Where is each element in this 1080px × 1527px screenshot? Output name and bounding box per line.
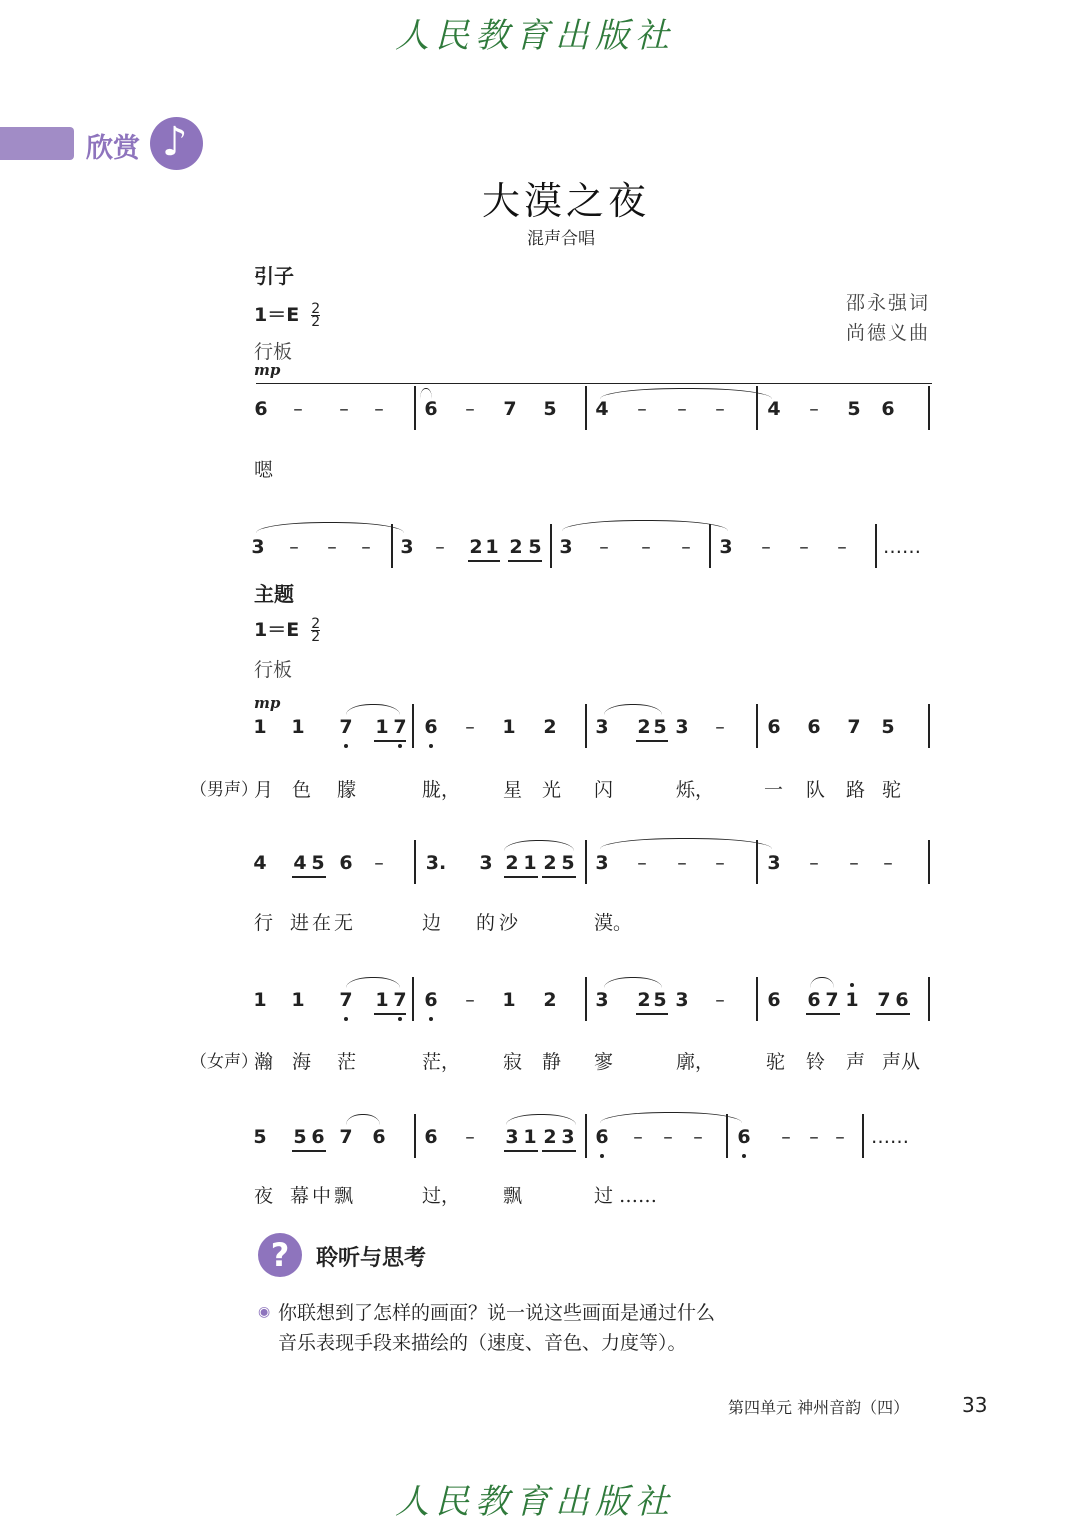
lyric-line-1-2: 朦 (337, 779, 357, 801)
lyric-line-3-7: 廓， (676, 1051, 715, 1073)
lyric-line-1-1: 色 (292, 779, 312, 801)
intro-staff-2: 3 – – – 3 – 2 1 2 5 3 – – – 3 – – – …… (254, 534, 934, 574)
publisher-logo-bottom: 人民教育出版社 (395, 1482, 675, 1522)
page-number: 33 (962, 1393, 988, 1417)
lyric-line-3-9: 铃 (806, 1051, 826, 1073)
lyric-line-1-0: 月 (254, 779, 274, 801)
theme-staff-2: 4 4 5 6 – 3. 3 2 1 2 5 3 – – – 3 – – – (254, 850, 934, 890)
lyric-line-1-8: 一 (764, 779, 784, 801)
theme-tempo: 行板 (254, 659, 293, 681)
lyric-line-3-3: 茫， (422, 1051, 461, 1073)
lyric-line-2-1: 进在无 (290, 912, 357, 934)
lyric-line-3-2: 茫 (337, 1051, 357, 1073)
lyric-line-2-2: 边 (422, 912, 442, 934)
intro-dynamic: mp (254, 361, 281, 379)
lyric-line-1-5: 光 (542, 779, 562, 801)
theme-staff-1: 1 1 7 1 7 6 – 1 2 3 2 5 3 – 6 6 7 5 (254, 714, 934, 754)
theme-staff-4: 5 5 6 7 6 6 – 3 1 2 3 6 – – – 6 – – – …… (254, 1124, 934, 1164)
lyric-line-3-1: 海 (292, 1051, 312, 1073)
lyric-line-3-0: 瀚 (254, 1051, 274, 1073)
lyric-line-1-6: 闪 (594, 779, 614, 801)
intro-time-signature: $\frac{2}{2}$ (311, 301, 321, 330)
lyric-line-4-4: 过 …… (594, 1185, 658, 1207)
lyric-line-4-1: 幕中飘 (290, 1185, 357, 1207)
theme-dynamic: mp (254, 694, 281, 712)
publisher-logo-top: 人民教育出版社 (395, 16, 675, 56)
song-subtitle: 混声合唱 (527, 229, 595, 249)
theme-key: 1＝E (254, 619, 300, 641)
lyric-line-2-3: 的沙 (476, 912, 523, 934)
theme-time-signature: $\frac{2}{2}$ (311, 616, 321, 645)
lyric-line-3-11: 声从 (882, 1051, 921, 1073)
unit-label: 第四单元 神州音韵（四） (728, 1398, 910, 1417)
intro-staff-1: 6 – – – 6 – 7 5 4 – – – 4 – 5 6 (254, 396, 934, 436)
question-icon: ? (258, 1233, 302, 1277)
intro-heading: 引子 (254, 264, 294, 288)
think-question-line-2: 音乐表现手段来描绘的（速度、音色、力度等）。 (278, 1332, 687, 1354)
section-tab-bar (0, 127, 74, 160)
lyric-line-2-4: 漠。 (594, 912, 633, 934)
theme-ellipsis: …… (871, 1126, 909, 1148)
song-title: 大漠之夜 (482, 179, 651, 223)
composer-credit: 尚德义曲 (846, 322, 931, 344)
lyric-line-3-8: 驼 (766, 1051, 786, 1073)
lyric-line-3-4: 寂 (503, 1051, 523, 1073)
intro-key-signature (254, 300, 320, 328)
lyric-line-3-10: 声 (846, 1051, 866, 1073)
female-part-label: （女声） (190, 1052, 258, 1072)
lyric-line-1-11: 驼 (882, 779, 902, 801)
intro-syllable: 嗯 (254, 459, 274, 481)
music-note-icon: ♪ (150, 117, 203, 170)
bullet-icon: ◉ (258, 1304, 271, 1320)
intro-key: 1＝E (254, 304, 300, 326)
theme-key-signature (254, 615, 320, 643)
lyric-line-1-7: 烁， (676, 779, 715, 801)
lyric-line-3-5: 静 (542, 1051, 562, 1073)
lyricist-credit: 邵永强词 (846, 292, 931, 314)
think-question-line-1: 你联想到了怎样的画面？说一说这些画面是通过什么 (278, 1302, 716, 1324)
lyric-line-1-9: 队 (806, 779, 826, 801)
lyric-line-1-3: 胧， (422, 779, 461, 801)
think-title: 聆听与思考 (316, 1246, 427, 1271)
intro-tempo: 行板 (254, 341, 293, 363)
lyric-line-4-2: 过， (422, 1185, 461, 1207)
theme-staff-3: 1 1 7 1 7 6 – 1 2 3 2 5 3 – 6 6 7 1 7 6 (254, 987, 934, 1027)
lyric-line-1-10: 路 (846, 779, 866, 801)
lyric-line-1-4: 星 (503, 779, 523, 801)
intro-ellipsis: …… (883, 536, 921, 558)
lyric-line-2-0: 行 (254, 912, 274, 934)
lyric-line-3-6: 寥 (594, 1051, 614, 1073)
theme-heading: 主题 (254, 582, 294, 606)
section-tab-label: 欣赏 (86, 133, 140, 164)
lyric-line-4-0: 夜 (254, 1185, 274, 1207)
lyric-line-4-3: 飘 (503, 1185, 523, 1207)
male-part-label: （男声） (190, 780, 258, 800)
